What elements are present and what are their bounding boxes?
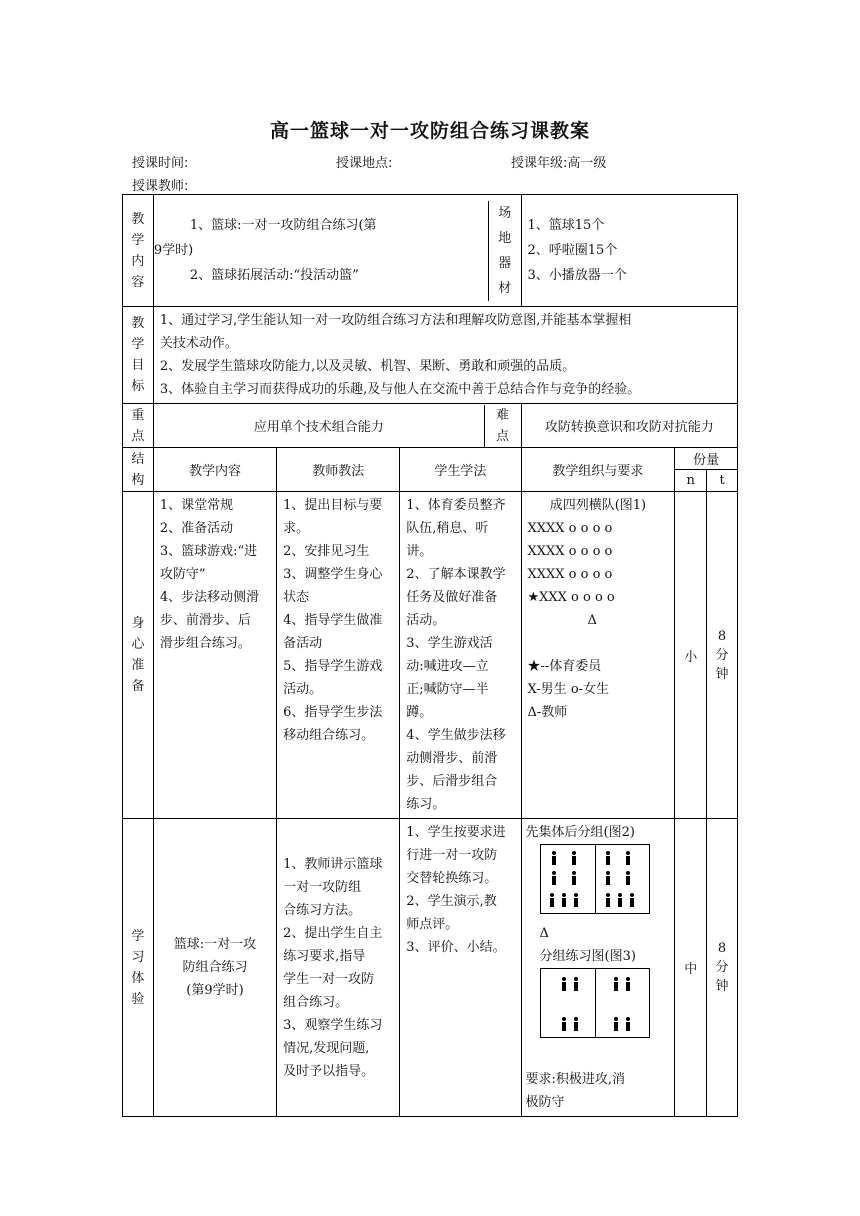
text-line: 练习。 — [406, 797, 446, 812]
content-text: 1、篮球:一对一攻防组合练习(第 9学时) 2、篮球拓展活动:“投活动篮” — [154, 201, 489, 301]
text-line: 3、篮球游戏:“进 — [159, 544, 258, 559]
text-line: 3、调整学生身心 — [283, 567, 383, 582]
text-line: 状态 — [283, 590, 310, 605]
text-line: 5、指导学生游戏 — [283, 659, 383, 674]
text-line: 学生一对一攻防 — [283, 971, 375, 987]
player-icon — [571, 851, 577, 865]
difficulty-label: 难 点 — [496, 407, 510, 444]
requirement-line: 要求:积极进攻,消 — [525, 1072, 626, 1087]
text-line: 移动组合练习。 — [283, 728, 375, 743]
teacher-label: 授课教师: — [132, 179, 189, 194]
text-line: 正;喊防守—半 — [406, 682, 489, 697]
player-icon — [625, 977, 631, 991]
player-icon — [617, 893, 623, 907]
player-icon — [561, 977, 567, 991]
header-student: 学生学法 — [400, 448, 521, 492]
text-line: 步、前滑步、后 — [159, 613, 251, 628]
text-line — [528, 632, 669, 655]
fig3-caption: 分组练习图(图3) — [539, 949, 636, 964]
player-icon — [573, 977, 579, 991]
fig2-diagram — [540, 844, 650, 914]
difficulty-value: 攻防转换意识和攻防对抗能力 — [521, 404, 738, 448]
objectives-label: 教 学 目 标 — [123, 307, 154, 404]
header-t: t — [707, 470, 738, 492]
section-student — [400, 819, 521, 1117]
text-line: 任务及做好准备 — [406, 590, 498, 605]
section-teacher — [277, 819, 400, 1117]
player-icon — [571, 871, 577, 885]
text-line: 1、课堂常规 — [159, 498, 234, 513]
text-line: 动:喊进攻—立 — [406, 659, 489, 674]
section-t: 8 分 钟 — [707, 819, 738, 1117]
requirement-line: 极防守 — [525, 1095, 565, 1110]
player-icon — [625, 871, 631, 885]
text-line: 组合练习。 — [283, 994, 349, 1010]
text-line: 防组合练习 — [182, 960, 248, 975]
player-icon — [551, 851, 557, 865]
text-line: 交替轮换练习。 — [406, 871, 498, 886]
section-n: 小 — [675, 492, 707, 819]
text-line: 活动。 — [283, 682, 323, 697]
text-line: 1、体育委员整齐 — [406, 498, 506, 513]
keypoint-value: 应用单个技术组合能力 — [154, 405, 484, 447]
header-n: n — [675, 470, 707, 492]
text-line: 队伍,稍息、听 — [406, 521, 489, 536]
section-n: 中 — [675, 819, 707, 1117]
text-line: 6、指导学生步法 — [283, 705, 383, 720]
section-content — [153, 492, 276, 819]
player-icon — [561, 1017, 567, 1031]
text-line: 步、后滑步组合 — [406, 774, 498, 789]
text-line: 练习要求,指导 — [283, 948, 366, 964]
row-objectives — [123, 307, 738, 404]
fig2-caption: 先集体后分组(图2) — [525, 825, 635, 840]
player-icon — [573, 1017, 579, 1031]
player-icon — [605, 893, 611, 907]
text-line: 行进一对一攻防 — [406, 848, 498, 863]
text-line: 一对一攻防组 — [283, 879, 362, 895]
objectives-text: 1、通过学习,学生能认知一对一攻防组合练习方法和理解攻防意图,并能基本掌握相 关技术动作。 2、发展学生篮球攻防能力,以及灵敏、机智、果断、勇敢和顽强的品质。 3、体验自主学习而获得成功的乐趣,及与他人在交流中善于总结合作与竞争的经验。 — [153, 307, 737, 404]
section-t: 8 分 钟 — [707, 492, 738, 819]
text-line: 情况,发现问题, — [283, 1040, 370, 1056]
text-line: Δ — [587, 613, 597, 628]
text-line: X-男生 o-女生 — [527, 682, 610, 697]
player-icon — [625, 1017, 631, 1031]
text-line: 攻防守” — [159, 567, 206, 582]
text-line: 1、教师讲示篮球 — [283, 856, 383, 872]
player-icon — [613, 1017, 619, 1031]
header-org: 教学组织与要求 — [521, 448, 675, 492]
text-line: 备活动 — [283, 636, 323, 651]
text-line: 合练习方法。 — [283, 902, 362, 918]
text-line: XXXX o o o o — [527, 521, 613, 536]
text-line: 讲。 — [406, 544, 433, 559]
text-line: XXXX o o o o — [527, 567, 613, 582]
text-line: 滑步组合练习。 — [159, 636, 251, 651]
text-line: 动侧滑步、前滑 — [406, 751, 498, 766]
content-label: 教 学 内 容 — [123, 195, 154, 307]
time-label: 授课时间: — [132, 156, 189, 171]
player-icon — [551, 871, 557, 885]
text-line: Δ-教师 — [527, 705, 568, 720]
table-header — [123, 448, 738, 470]
player-icon — [629, 893, 635, 907]
text-line: 1、学生按要求进 — [406, 825, 506, 840]
section-teacher — [277, 492, 400, 819]
text-line: 1、提出目标与要 — [283, 498, 383, 513]
text-line: 4、学生做步法移 — [406, 728, 506, 743]
row-content — [123, 195, 738, 307]
grade-label: 授课年级:高一级 — [511, 156, 607, 171]
text-line: 3、评价、小结。 — [406, 940, 506, 955]
section-org — [521, 492, 675, 819]
header-teacher: 教师教法 — [277, 448, 400, 492]
fig3-diagram — [540, 968, 650, 1038]
text-line: 求。 — [283, 521, 310, 536]
text-line: 成四列横队(图1) — [549, 498, 647, 513]
row-keypoints — [123, 404, 738, 448]
text-line: XXXX o o o o — [527, 544, 613, 559]
player-icon — [613, 977, 619, 991]
text-line: 活动。 — [406, 613, 446, 628]
text-line: 2、学生演示,教 — [406, 894, 497, 909]
text-line: ★XXX o o o o — [527, 590, 615, 605]
header-amount: 份量 — [675, 448, 738, 470]
header-structure: 结 构 — [123, 448, 154, 492]
section-content — [153, 819, 276, 1117]
text-line: 4、指导学生做准 — [283, 613, 383, 628]
player-icon — [573, 893, 579, 907]
text-line: 篮球:一对一攻 — [173, 937, 257, 952]
section-row — [123, 492, 738, 819]
teacher-mark: Δ — [539, 926, 549, 941]
text-line: 2、准备活动 — [159, 521, 234, 536]
text-line: 3、观察学生练习 — [283, 1017, 383, 1033]
venue-text: 1、篮球15个 2、呼啦圈15个 3、小播放器一个 — [521, 195, 738, 307]
page-title: 高一篮球一对一攻防组合练习课教案 — [269, 120, 590, 142]
venue-label: 场 地 器 材 — [498, 205, 512, 296]
section-row — [123, 819, 738, 1117]
text-line: 3、学生游戏活 — [406, 636, 493, 651]
section-label: 学 习 体 验 — [123, 819, 154, 1117]
text-line: 及时予以指导。 — [283, 1063, 375, 1079]
section-label: 身 心 准 备 — [123, 492, 154, 819]
text-line: 师点评。 — [406, 917, 459, 932]
text-line: 蹲。 — [406, 705, 433, 720]
section-org — [521, 819, 675, 1117]
player-icon — [605, 851, 611, 865]
place-label: 授课地点: — [336, 156, 393, 171]
player-icon — [605, 871, 611, 885]
text-line: (第9学时) — [186, 983, 244, 998]
player-icon — [549, 893, 555, 907]
lesson-plan-table — [122, 194, 738, 1117]
text-line: 2、了解本课教学 — [406, 567, 506, 582]
text-line: 2、安排见习生 — [283, 544, 370, 559]
player-icon — [561, 893, 567, 907]
header-content: 教学内容 — [153, 448, 276, 492]
text-line: 2、提出学生自主 — [283, 925, 383, 941]
text-line: 4、步法移动侧滑 — [159, 590, 260, 605]
section-student — [400, 492, 521, 819]
player-icon — [625, 851, 631, 865]
text-line: ★--体育委员 — [527, 659, 602, 674]
keypoint-label: 重 点 — [123, 404, 154, 448]
